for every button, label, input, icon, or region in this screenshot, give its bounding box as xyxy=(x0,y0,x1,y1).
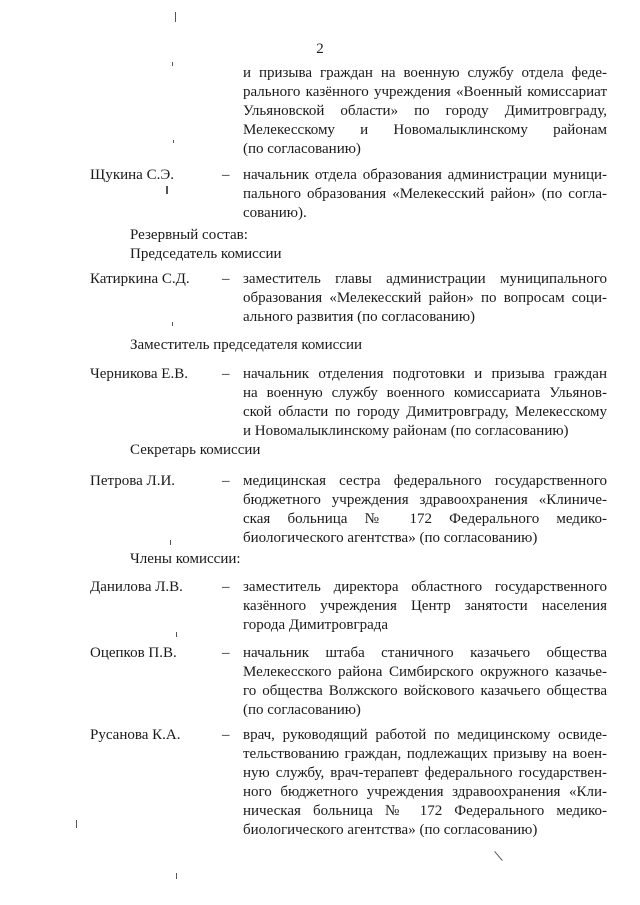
scan-speck xyxy=(166,186,168,194)
member-role-chernikova xyxy=(243,365,607,441)
member-name-chernikova: Черникова Е.В. xyxy=(90,366,188,382)
member-role-shchukina xyxy=(243,166,607,223)
scan-speck xyxy=(172,322,173,326)
text-line: начальник отделения подготовки и призыва граждан xyxy=(243,366,607,382)
text-line: ную службу, врач-терапевт федерального государствен- xyxy=(243,765,607,781)
text-line: ального развития (по согласованию) xyxy=(243,309,476,325)
section-heading-deputy: Заместитель председателя комиссии xyxy=(130,337,363,353)
scan-speck xyxy=(494,851,502,861)
text-line: тельствованию граждан, подлежащих призыву на воен- xyxy=(243,746,607,762)
scan-speck xyxy=(76,820,77,828)
text-line: Мелекесского района Симбирского окружного казачье- xyxy=(243,664,607,680)
text-line: города Димитровграда xyxy=(243,617,389,633)
text-line: ническая больница № 172 Федерального медико- xyxy=(243,803,607,819)
member-name-katirkina: Катиркина С.Д. xyxy=(90,271,190,287)
text-line: биологического агентства» (по согласованию) xyxy=(243,530,538,546)
section-heading-reserve: Резервный состав: xyxy=(130,227,248,243)
member-role-danilova xyxy=(243,578,607,635)
member-role-petrova xyxy=(243,472,607,548)
text-line: го общества Волжского войскового казачьего общества xyxy=(243,683,607,699)
text-line: ного бюджетного учреждения здравоохранения «Кли- xyxy=(243,784,607,800)
text-line: казённого учреждения Центр занятости населения xyxy=(243,598,607,614)
scan-speck xyxy=(170,540,171,545)
section-heading-members: Члены комиссии: xyxy=(130,551,241,567)
text-line: образования «Мелекесский район» по вопросам соци- xyxy=(243,290,607,306)
text-line: рального казённого учреждения «Военный комиссариат xyxy=(243,84,607,100)
text-line: начальник отдела образования администрации муници- xyxy=(243,167,607,183)
text-line: ская больница № 172 Федерального медико- xyxy=(243,511,607,527)
member-name-danilova: Данилова Л.В. xyxy=(90,579,183,595)
dash-separator: – xyxy=(222,366,230,382)
text-line: медицинская сестра федерального государственного xyxy=(243,473,607,489)
text-line: ской области по городу Димитровграду, Мелекесскому xyxy=(243,404,607,420)
dash-separator: – xyxy=(222,645,230,661)
text-line: (по согласованию) xyxy=(243,141,361,157)
text-line: (по согласованию) xyxy=(243,702,361,718)
member-name-shchukina: Щукина С.Э. xyxy=(90,167,174,183)
dash-separator: – xyxy=(222,167,230,183)
member-name-otsepkov: Оцепков П.В. xyxy=(90,645,177,661)
section-heading-secretary: Секретарь комиссии xyxy=(130,442,261,458)
scan-speck xyxy=(172,62,173,66)
member-role-otsepkov xyxy=(243,644,607,720)
text-line: заместитель директора областного государственного xyxy=(243,579,607,595)
dash-separator: – xyxy=(222,473,230,489)
scan-speck xyxy=(176,632,177,637)
dash-separator: – xyxy=(222,271,230,287)
scan-speck xyxy=(176,873,177,879)
page-number: 2 xyxy=(316,41,324,57)
section-heading-chair: Председатель комиссии xyxy=(130,246,282,262)
member-role-katirkina xyxy=(243,270,607,327)
scan-speck xyxy=(175,12,176,22)
text-line: пального образования «Мелекесский район» (по согла- xyxy=(243,186,607,202)
text-line: сованию). xyxy=(243,205,307,221)
member-role-rusanova xyxy=(243,726,607,840)
dash-separator: – xyxy=(222,727,230,743)
text-line: биологического агентства» (по согласованию) xyxy=(243,822,538,838)
text-line: заместитель главы администрации муниципального xyxy=(243,271,607,287)
text-line: бюджетного учреждения здравоохранения «Клиниче- xyxy=(243,492,607,508)
dash-separator: – xyxy=(222,579,230,595)
text-line: и призыва граждан на военную службу отдела феде- xyxy=(243,65,607,81)
member-name-rusanova: Русанова К.А. xyxy=(90,727,181,743)
scan-speck xyxy=(173,140,174,143)
text-line: Мелекесскому и Новомалыклинскому районам xyxy=(243,122,607,138)
text-line: и Новомалыклинскому районам (по согласованию) xyxy=(243,423,569,439)
text-line: начальник штаба станичного казачьего общества xyxy=(243,645,607,661)
text-line: на военную службу военного комиссариата Ульянов- xyxy=(243,385,607,401)
text-line: Ульяновской области» по городу Димитровграду, xyxy=(243,103,607,119)
member-name-petrova: Петрова Л.И. xyxy=(90,473,176,489)
continuation-text xyxy=(243,64,607,159)
text-line: врач, руководящий работой по медицинскому освиде- xyxy=(243,727,607,743)
